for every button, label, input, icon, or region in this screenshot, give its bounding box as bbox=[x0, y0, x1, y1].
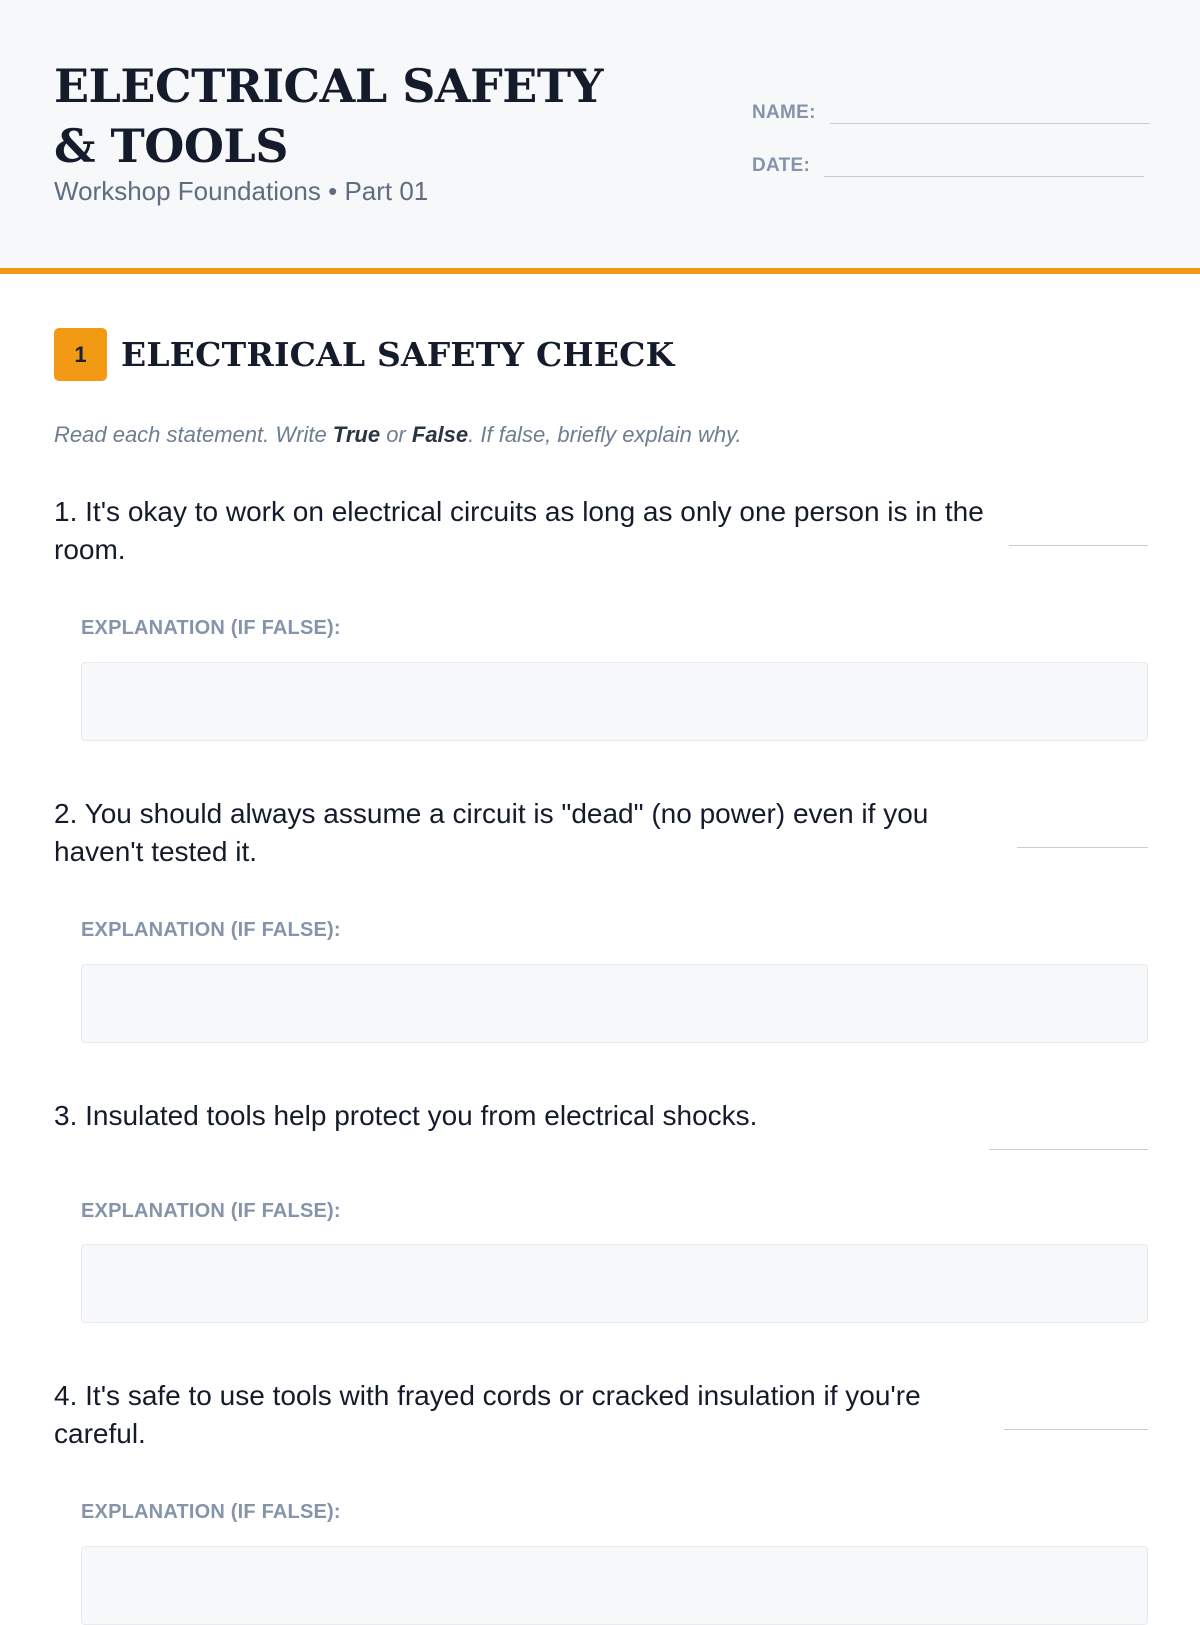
name-input-line[interactable] bbox=[830, 90, 1150, 124]
question-text: 3. Insulated tools help protect you from electrical shocks. bbox=[54, 1100, 758, 1131]
answer-blank[interactable] bbox=[1017, 846, 1148, 848]
explanation-label: EXPLANATION (IF FALSE): bbox=[81, 1501, 341, 1523]
explanation-box[interactable] bbox=[81, 1546, 1148, 1625]
explanation-label: EXPLANATION (IF FALSE): bbox=[81, 919, 341, 941]
instructions-true-word: True bbox=[332, 422, 381, 447]
question-text: 1. It's okay to work on electrical circuits as long as only one person is in the room. bbox=[54, 496, 984, 565]
date-input-line[interactable] bbox=[824, 143, 1144, 177]
explanation-box[interactable] bbox=[81, 1244, 1148, 1323]
instructions-false-word: False bbox=[411, 422, 469, 447]
date-field bbox=[752, 143, 1144, 177]
section-title: ELECTRICAL SAFETY CHECK bbox=[121, 335, 675, 374]
instructions-text-1: Read each statement. Write bbox=[54, 422, 333, 447]
question-4 bbox=[54, 1377, 1148, 1523]
page-subtitle: Workshop Foundations • Part 01 bbox=[54, 176, 429, 206]
question-1 bbox=[54, 493, 1148, 639]
name-label: NAME: bbox=[752, 102, 816, 123]
answer-blank[interactable] bbox=[989, 1148, 1148, 1150]
instructions-text-2: or bbox=[380, 422, 412, 447]
question-2 bbox=[54, 795, 1148, 941]
answer-blank[interactable] bbox=[1004, 1428, 1148, 1430]
page-title: ELECTRICAL SAFETY & TOOLS bbox=[54, 59, 603, 173]
instructions bbox=[54, 422, 742, 448]
explanation-label: EXPLANATION (IF FALSE): bbox=[81, 617, 341, 639]
section-number-badge: 1 bbox=[54, 328, 107, 381]
question-3 bbox=[54, 1097, 1148, 1222]
question-text: 2. You should always assume a circuit is "dead" (no power) even if you haven't tested it. bbox=[54, 798, 929, 867]
explanation-box[interactable] bbox=[81, 964, 1148, 1043]
instructions-text-3: . If false, briefly explain why. bbox=[468, 422, 742, 447]
date-label: DATE: bbox=[752, 155, 811, 176]
worksheet-header bbox=[0, 0, 1200, 274]
section-heading bbox=[54, 328, 675, 381]
name-field bbox=[752, 90, 1150, 124]
answer-blank[interactable] bbox=[1009, 544, 1148, 546]
explanation-label: EXPLANATION (IF FALSE): bbox=[81, 1200, 341, 1222]
explanation-box[interactable] bbox=[81, 662, 1148, 741]
question-text: 4. It's safe to use tools with frayed cords or cracked insulation if you're careful. bbox=[54, 1380, 921, 1449]
